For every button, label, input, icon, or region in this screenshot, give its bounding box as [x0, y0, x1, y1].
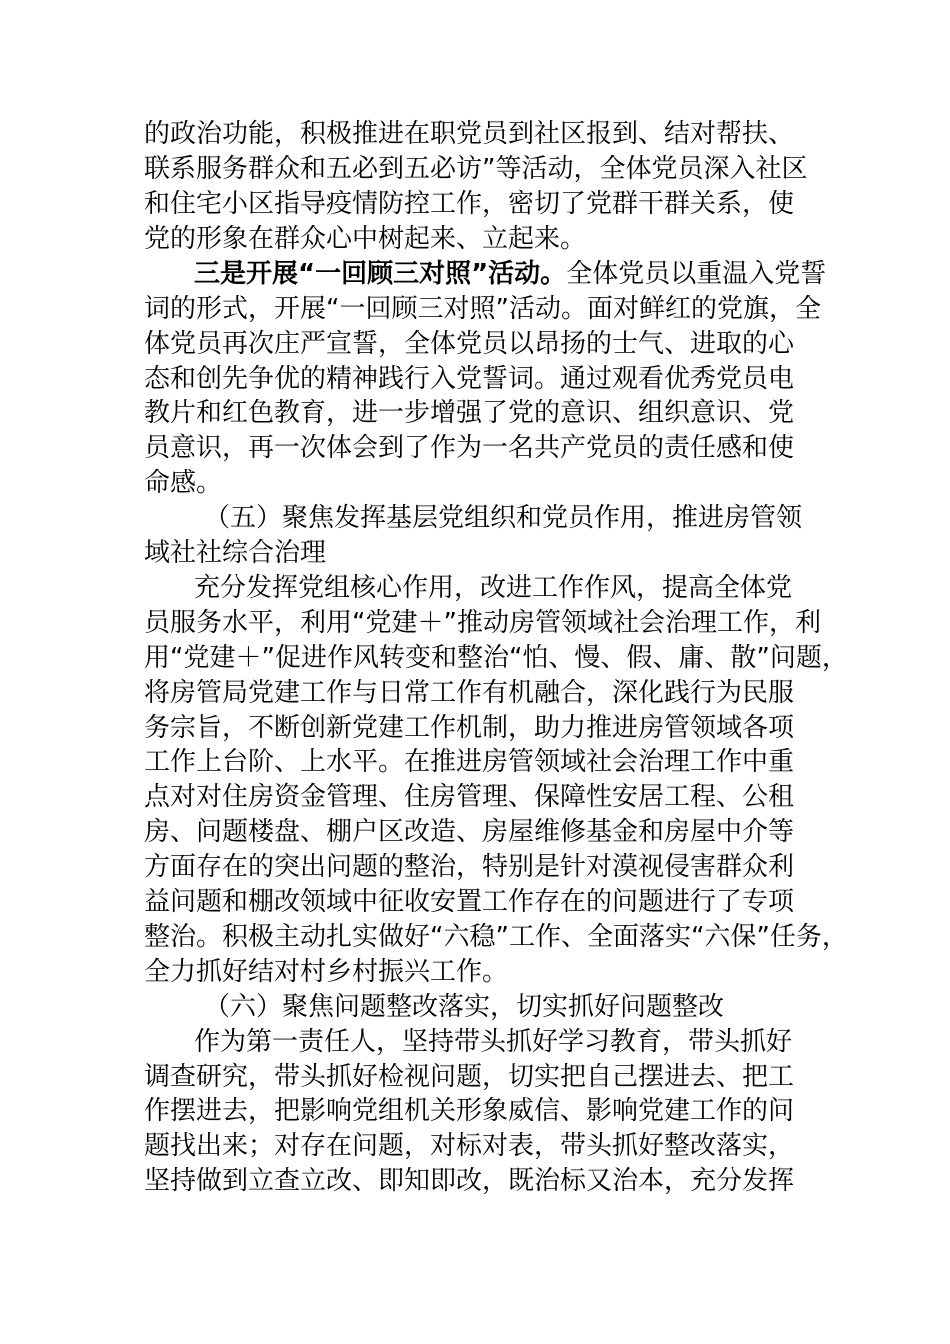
text-line — [144, 640, 848, 676]
body-text: 整治。积极主动扎实做好“六稳”工作、全面落实“六保”任务， — [144, 922, 848, 952]
text-line — [144, 744, 834, 780]
text-line — [144, 710, 834, 746]
body-text: 方面存在的突出问题的整治，特别是针对漠视侵害群众利 — [144, 852, 795, 882]
body-text: 域社社综合治理 — [144, 538, 327, 568]
body-text: 益问题和棚改领域中征收安置工作存在的问题进行了专项 — [144, 887, 795, 917]
text-line — [144, 221, 834, 257]
text-line — [204, 989, 894, 1025]
text-line — [144, 1059, 834, 1095]
text-line — [194, 256, 884, 292]
body-text: 务宗旨，不断创新党建工作机制，助力推进房管领域各项 — [144, 713, 795, 743]
text-line — [144, 605, 834, 641]
body-text: 将房管局党建工作与日常工作有机融合，深化践行为民服 — [144, 678, 795, 708]
text-line — [144, 1093, 834, 1129]
text-line — [144, 430, 834, 466]
bold-heading-text: 三是开展“一回顾三对照”活动。 — [194, 259, 567, 289]
body-text: 作为第一责任人，坚持带头抓好学习教育，带头抓好 — [194, 1027, 793, 1057]
body-text: 工作上台阶、上水平。在推进房管领域社会治理工作中重 — [144, 747, 795, 777]
text-line — [194, 570, 884, 606]
text-line — [144, 849, 834, 885]
body-text: 和住宅小区指导疫情防控工作，密切了党群干群关系，使 — [144, 189, 795, 219]
body-text: 员意识，再一次体会到了作为一名共产党员的责任感和使 — [144, 433, 795, 463]
body-text: 作摆进去，把影响党组机关形象威信、影响党建工作的问 — [144, 1096, 795, 1126]
text-line — [144, 395, 834, 431]
body-text: 态和创先争优的精神践行入党誓词。通过观看优秀党员电 — [144, 364, 795, 394]
text-line — [144, 1163, 834, 1199]
body-text: 联系服务群众和五必到五必访”等活动，全体党员深入社区 — [144, 154, 808, 184]
body-text: 员服务水平，利用“党建＋”推动房管领域社会治理工作，利 — [144, 608, 821, 638]
body-text: （六）聚焦问题整改落实，切实抓好问题整改 — [204, 992, 725, 1022]
body-text: 点对对住房资金管理、住房管理、保障性安居工程、公租 — [144, 782, 795, 812]
text-line — [144, 326, 834, 362]
body-text: 充分发挥党组核心作用，改进工作作风，提高全体党 — [194, 573, 793, 603]
body-text: 全体党员以重温入党誓 — [566, 259, 827, 289]
text-line — [144, 535, 834, 571]
body-text: 词的形式，开展“一回顾三对照”活动。面对鲜红的党旗，全 — [144, 294, 821, 324]
text-line — [144, 151, 834, 187]
body-text: 调查研究，带头抓好检视问题，切实把自己摆进去、把工 — [144, 1062, 795, 1092]
text-line — [144, 361, 834, 397]
body-text: 用“党建＋”促进作风转变和整治“怕、慢、假、庸、散”问题， — [144, 643, 848, 673]
body-text: 命感。 — [144, 468, 223, 498]
body-text: 坚持做到立查立改、即知即改，既治标又治本，充分发挥 — [144, 1166, 795, 1196]
text-line — [144, 675, 834, 711]
body-text: 房、问题楼盘、棚户区改造、房屋维修基金和房屋中介等 — [144, 817, 795, 847]
text-line — [144, 116, 834, 152]
text-line — [144, 465, 834, 501]
text-line — [144, 1128, 834, 1164]
text-line — [144, 291, 834, 327]
text-line — [144, 884, 834, 920]
text-line — [144, 186, 834, 222]
body-text: 的政治功能，积极推进在职党员到社区报到、结对帮扶、 — [144, 119, 795, 149]
body-text: （五）聚焦发挥基层党组织和党员作用，推进房管领 — [204, 503, 803, 533]
text-line — [144, 954, 834, 990]
text-line — [144, 779, 834, 815]
text-line — [144, 814, 834, 850]
body-text: 党的形象在群众心中树起来、立起来。 — [144, 224, 587, 254]
body-text: 体党员再次庄严宣誓，全体党员以昂扬的士气、进取的心 — [144, 329, 795, 359]
body-text: 全力抓好结对村乡村振兴工作。 — [144, 957, 509, 987]
text-line — [144, 919, 848, 955]
text-line — [194, 1024, 884, 1060]
body-text: 教片和红色教育，进一步增强了党的意识、组织意识、党 — [144, 398, 795, 428]
body-text: 题找出来；对存在问题，对标对表，带头抓好整改落实， — [144, 1131, 795, 1161]
text-line — [204, 500, 894, 536]
